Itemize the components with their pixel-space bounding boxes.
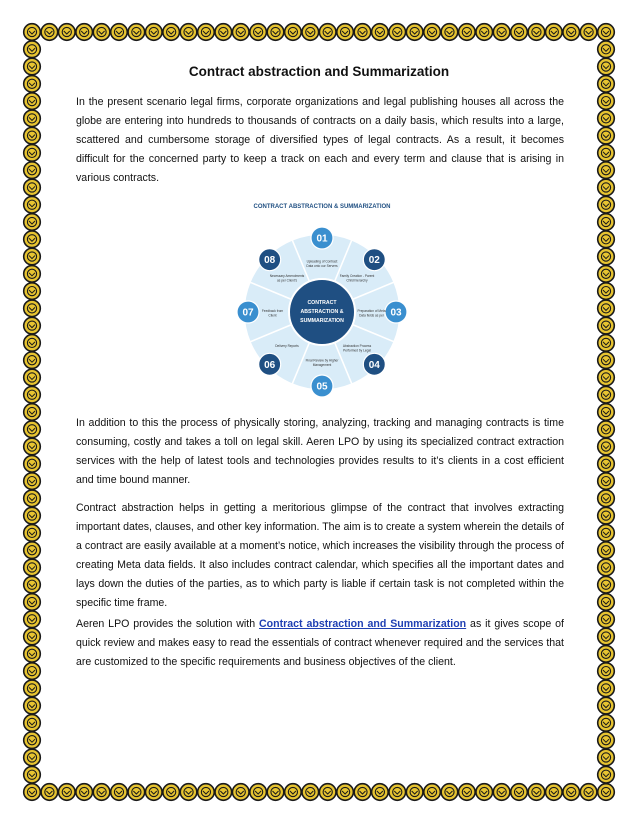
border-medallion-left xyxy=(24,542,41,559)
border-medallion-right xyxy=(598,404,615,421)
border-medallion-right xyxy=(598,145,615,162)
border-medallion-left xyxy=(24,162,41,179)
border-medallion-right xyxy=(598,214,615,231)
border-medallion-right xyxy=(598,680,615,697)
diagram-center-line3: SUMMARIZATION xyxy=(300,318,344,324)
border-medallion-right xyxy=(598,697,615,714)
border-medallion-top xyxy=(580,24,597,41)
border-medallion-right xyxy=(598,266,615,283)
border-medallion-left xyxy=(24,525,41,542)
border-medallion-bottom xyxy=(493,784,510,801)
border-medallion-left xyxy=(24,715,41,732)
border-medallion-right xyxy=(598,646,615,663)
border-medallion-bottom xyxy=(598,784,615,801)
diagram-step-number: 06 xyxy=(264,359,276,371)
border-medallion-top xyxy=(180,24,197,41)
diagram-step-label: Performed by Legal xyxy=(343,348,371,353)
border-medallion-left xyxy=(24,490,41,507)
border-medallion-right xyxy=(598,490,615,507)
border-medallion-left xyxy=(24,352,41,369)
border-medallion-bottom xyxy=(163,784,180,801)
border-medallion-bottom xyxy=(250,784,267,801)
border-medallion-left xyxy=(24,663,41,680)
border-medallion-left xyxy=(24,145,41,162)
border-medallion-top xyxy=(145,24,162,41)
border-medallion-left xyxy=(24,196,41,213)
border-medallion-right xyxy=(598,386,615,403)
diagram-step-label: Data fields as per xyxy=(359,313,384,318)
border-medallion-bottom xyxy=(302,784,319,801)
border-medallion-bottom xyxy=(41,784,58,801)
border-medallion-right xyxy=(598,663,615,680)
border-medallion-left xyxy=(24,93,41,110)
diagram-step-label: Necessary Amendments xyxy=(269,273,305,278)
border-medallion-top xyxy=(76,24,93,41)
border-medallion-top xyxy=(598,24,615,41)
border-medallion-bottom xyxy=(528,784,545,801)
border-medallion-left xyxy=(24,386,41,403)
border-medallion-right xyxy=(598,41,615,58)
border-medallion-bottom xyxy=(128,784,145,801)
border-medallion-bottom xyxy=(459,784,476,801)
border-medallion-bottom xyxy=(111,784,128,801)
border-medallion-bottom xyxy=(354,784,371,801)
document-title: Contract abstraction and Summarization xyxy=(188,64,450,79)
border-medallion-top xyxy=(354,24,371,41)
border-medallion-bottom xyxy=(441,784,458,801)
border-medallion-top xyxy=(511,24,528,41)
diagram-step-label: Delivery Reports xyxy=(275,344,299,349)
border-medallion-bottom xyxy=(563,784,580,801)
border-medallion-bottom xyxy=(198,784,215,801)
border-medallion-right xyxy=(598,594,615,611)
border-medallion-bottom xyxy=(76,784,93,801)
diagram-center-line2: ABSTRACTION & xyxy=(300,309,344,315)
border-medallion-left xyxy=(24,559,41,576)
border-medallion-top xyxy=(337,24,354,41)
border-medallion-left xyxy=(24,300,41,317)
border-medallion-right xyxy=(598,300,615,317)
border-medallion-right xyxy=(598,162,615,179)
border-medallion-top xyxy=(441,24,458,41)
border-medallion-right xyxy=(598,335,615,352)
border-medallion-bottom xyxy=(476,784,493,801)
border-medallion-right xyxy=(598,283,615,300)
border-medallion-left xyxy=(24,404,41,421)
diagram-step-label: as per Client's xyxy=(276,278,298,283)
border-medallion-left xyxy=(24,41,41,58)
diagram-step-label: Family Creation - Parent xyxy=(339,273,375,278)
border-medallion-left xyxy=(24,628,41,645)
border-medallion-left xyxy=(24,266,41,283)
border-medallion-top xyxy=(476,24,493,41)
border-medallion-right xyxy=(598,248,615,265)
border-medallion-left xyxy=(24,594,41,611)
border-medallion-bottom xyxy=(424,784,441,801)
border-medallion-left xyxy=(24,438,41,455)
border-medallion-top xyxy=(389,24,406,41)
border-medallion-left xyxy=(24,697,41,714)
border-medallion-left xyxy=(24,283,41,300)
border-medallion-top xyxy=(111,24,128,41)
border-medallion-bottom xyxy=(372,784,389,801)
diagram-step-number: 07 xyxy=(242,307,254,319)
border-medallion-top xyxy=(372,24,389,41)
border-medallion-right xyxy=(598,525,615,542)
border-medallion-right xyxy=(598,766,615,783)
diagram-step-number: 01 xyxy=(316,233,328,245)
border-medallion-right xyxy=(598,179,615,196)
border-medallion-right xyxy=(598,507,615,524)
border-medallion-bottom xyxy=(232,784,249,801)
diagram-step-label: Client xyxy=(268,313,277,318)
border-medallion-top xyxy=(93,24,110,41)
border-medallion-bottom xyxy=(24,784,41,801)
border-medallion-left xyxy=(24,473,41,490)
border-medallion-left xyxy=(24,127,41,144)
diagram-step-label: Uploading of Contract xyxy=(306,259,338,264)
paragraph-solution-before: Aeren LPO provides the solution with xyxy=(76,618,260,630)
border-medallion-left xyxy=(24,576,41,593)
border-medallion-top xyxy=(406,24,423,41)
process-diagram xyxy=(226,197,418,405)
border-medallion-right xyxy=(598,421,615,438)
border-medallion-bottom xyxy=(580,784,597,801)
paragraph-abstraction: Contract abstraction helps in getting a meritorious glimpse of the contract that involves extracting important dates, clauses, and other key information. The aim is to create a system wherein the details of a contract are easily available at a moment’s notice, which increases the visibility through the process of creating Meta data fields. It also includes contract calendar, which specifies all the important dates and lays down the duties of the parties, as to which party is liable if certain task is not completed within the specific time frame. xyxy=(76,502,564,609)
border-medallion-bottom xyxy=(389,784,406,801)
border-medallion-right xyxy=(598,628,615,645)
border-medallion-bottom xyxy=(511,784,528,801)
border-medallion-left xyxy=(24,317,41,334)
border-medallion-right xyxy=(598,352,615,369)
border-medallion-right xyxy=(598,576,615,593)
border-medallion-bottom xyxy=(546,784,563,801)
diagram-step-label: Feedback from xyxy=(261,309,284,313)
border-medallion-left xyxy=(24,369,41,386)
border-medallion-right xyxy=(598,559,615,576)
border-medallion-left xyxy=(24,611,41,628)
contract-abstraction-link[interactable]: Contract abstraction and Summarization xyxy=(259,618,467,630)
border-medallion-left xyxy=(24,456,41,473)
border-medallion-top xyxy=(459,24,476,41)
border-medallion-bottom xyxy=(180,784,197,801)
border-medallion-left xyxy=(24,766,41,783)
border-medallion-right xyxy=(598,110,615,127)
border-medallion-top xyxy=(198,24,215,41)
border-medallion-left xyxy=(24,749,41,766)
border-medallion-left xyxy=(24,421,41,438)
border-medallion-bottom xyxy=(337,784,354,801)
border-medallion-top xyxy=(285,24,302,41)
border-medallion-bottom xyxy=(215,784,232,801)
diagram-step-number: 02 xyxy=(368,255,380,267)
border-medallion-top xyxy=(215,24,232,41)
border-medallion-top xyxy=(493,24,510,41)
border-medallion-top xyxy=(563,24,580,41)
border-medallion-right xyxy=(598,473,615,490)
border-medallion-top xyxy=(319,24,336,41)
border-medallion-bottom xyxy=(406,784,423,801)
diagram-step-label: Abstraction Process xyxy=(342,344,372,349)
border-medallion-right xyxy=(598,611,615,628)
diagram-step-label: Management xyxy=(312,363,332,367)
border-medallion-left xyxy=(24,335,41,352)
diagram-step-number: 08 xyxy=(264,255,276,267)
diagram-step-number: 05 xyxy=(316,381,328,393)
border-medallion-left xyxy=(24,231,41,248)
border-medallion-top xyxy=(250,24,267,41)
border-medallion-bottom xyxy=(267,784,284,801)
border-medallion-left xyxy=(24,680,41,697)
paragraph-intro: In the present scenario legal firms, corporate organizations and legal publishing houses all across the globe are entering into hundreds to thousands of contracts on a daily basis, which results into a large, scattered and cumbersome storage of diversified types of legal contracts. As a result, it becomes difficult for the concerned party to keep a track on each and every term and clause that is arising in various contracts. xyxy=(76,96,564,184)
border-medallion-right xyxy=(598,732,615,749)
border-medallion-top xyxy=(163,24,180,41)
diagram-step-label: Preparation of Meta xyxy=(357,309,386,313)
diagram-step-number: 03 xyxy=(390,307,402,319)
border-medallion-left xyxy=(24,110,41,127)
border-medallion-top xyxy=(58,24,75,41)
border-medallion-left xyxy=(24,214,41,231)
border-medallion-right xyxy=(598,369,615,386)
border-medallion-left xyxy=(24,507,41,524)
border-medallion-top xyxy=(546,24,563,41)
border-medallion-right xyxy=(598,231,615,248)
border-medallion-top xyxy=(267,24,284,41)
border-medallion-right xyxy=(598,438,615,455)
border-medallion-top xyxy=(302,24,319,41)
border-medallion-top xyxy=(424,24,441,41)
border-medallion-right xyxy=(598,749,615,766)
border-medallion-top xyxy=(128,24,145,41)
border-medallion-right xyxy=(598,196,615,213)
border-medallion-right xyxy=(598,317,615,334)
border-medallion-top xyxy=(24,24,41,41)
border-medallion-left xyxy=(24,732,41,749)
diagram-heading: CONTRACT ABSTRACTION & SUMMARIZATION xyxy=(253,204,391,210)
paragraph-process: In addition to this the process of physically storing, analyzing, tracking and managing contracts is time consuming, costly and takes a toll on legal skill. Aeren LPO by using its specialized contract extraction services with the help of latest tools and technologies provides results to it’s clients in a cost efficient and time bound manner. xyxy=(76,417,564,486)
paragraph-solution-after: as it gives scope of quick review and makes easy to read the essentials of contract whenever required and the services that are customized to the specific requirements and business objectives of the client. xyxy=(76,618,564,668)
diagram-step-label: Data onto our Servers xyxy=(306,264,338,268)
diagram-step-label: Final Review by Higher xyxy=(305,358,339,363)
border-medallion-top xyxy=(232,24,249,41)
border-medallion-bottom xyxy=(285,784,302,801)
diagram-center-line1: CONTRACT xyxy=(307,300,337,306)
border-medallion-left xyxy=(24,646,41,663)
diagram-step-label: Child hierarchy xyxy=(346,278,368,283)
border-medallion-left xyxy=(24,179,41,196)
border-medallion-right xyxy=(598,542,615,559)
border-medallion-right xyxy=(598,715,615,732)
border-medallion-bottom xyxy=(145,784,162,801)
diagram-step-number: 04 xyxy=(368,359,380,371)
border-medallion-bottom xyxy=(319,784,336,801)
border-medallion-top xyxy=(528,24,545,41)
paragraph-solution xyxy=(76,615,564,672)
border-medallion-bottom xyxy=(93,784,110,801)
border-medallion-top xyxy=(41,24,58,41)
border-medallion-right xyxy=(598,93,615,110)
border-medallion-left xyxy=(24,248,41,265)
border-medallion-bottom xyxy=(58,784,75,801)
border-medallion-right xyxy=(598,456,615,473)
border-medallion-right xyxy=(598,127,615,144)
